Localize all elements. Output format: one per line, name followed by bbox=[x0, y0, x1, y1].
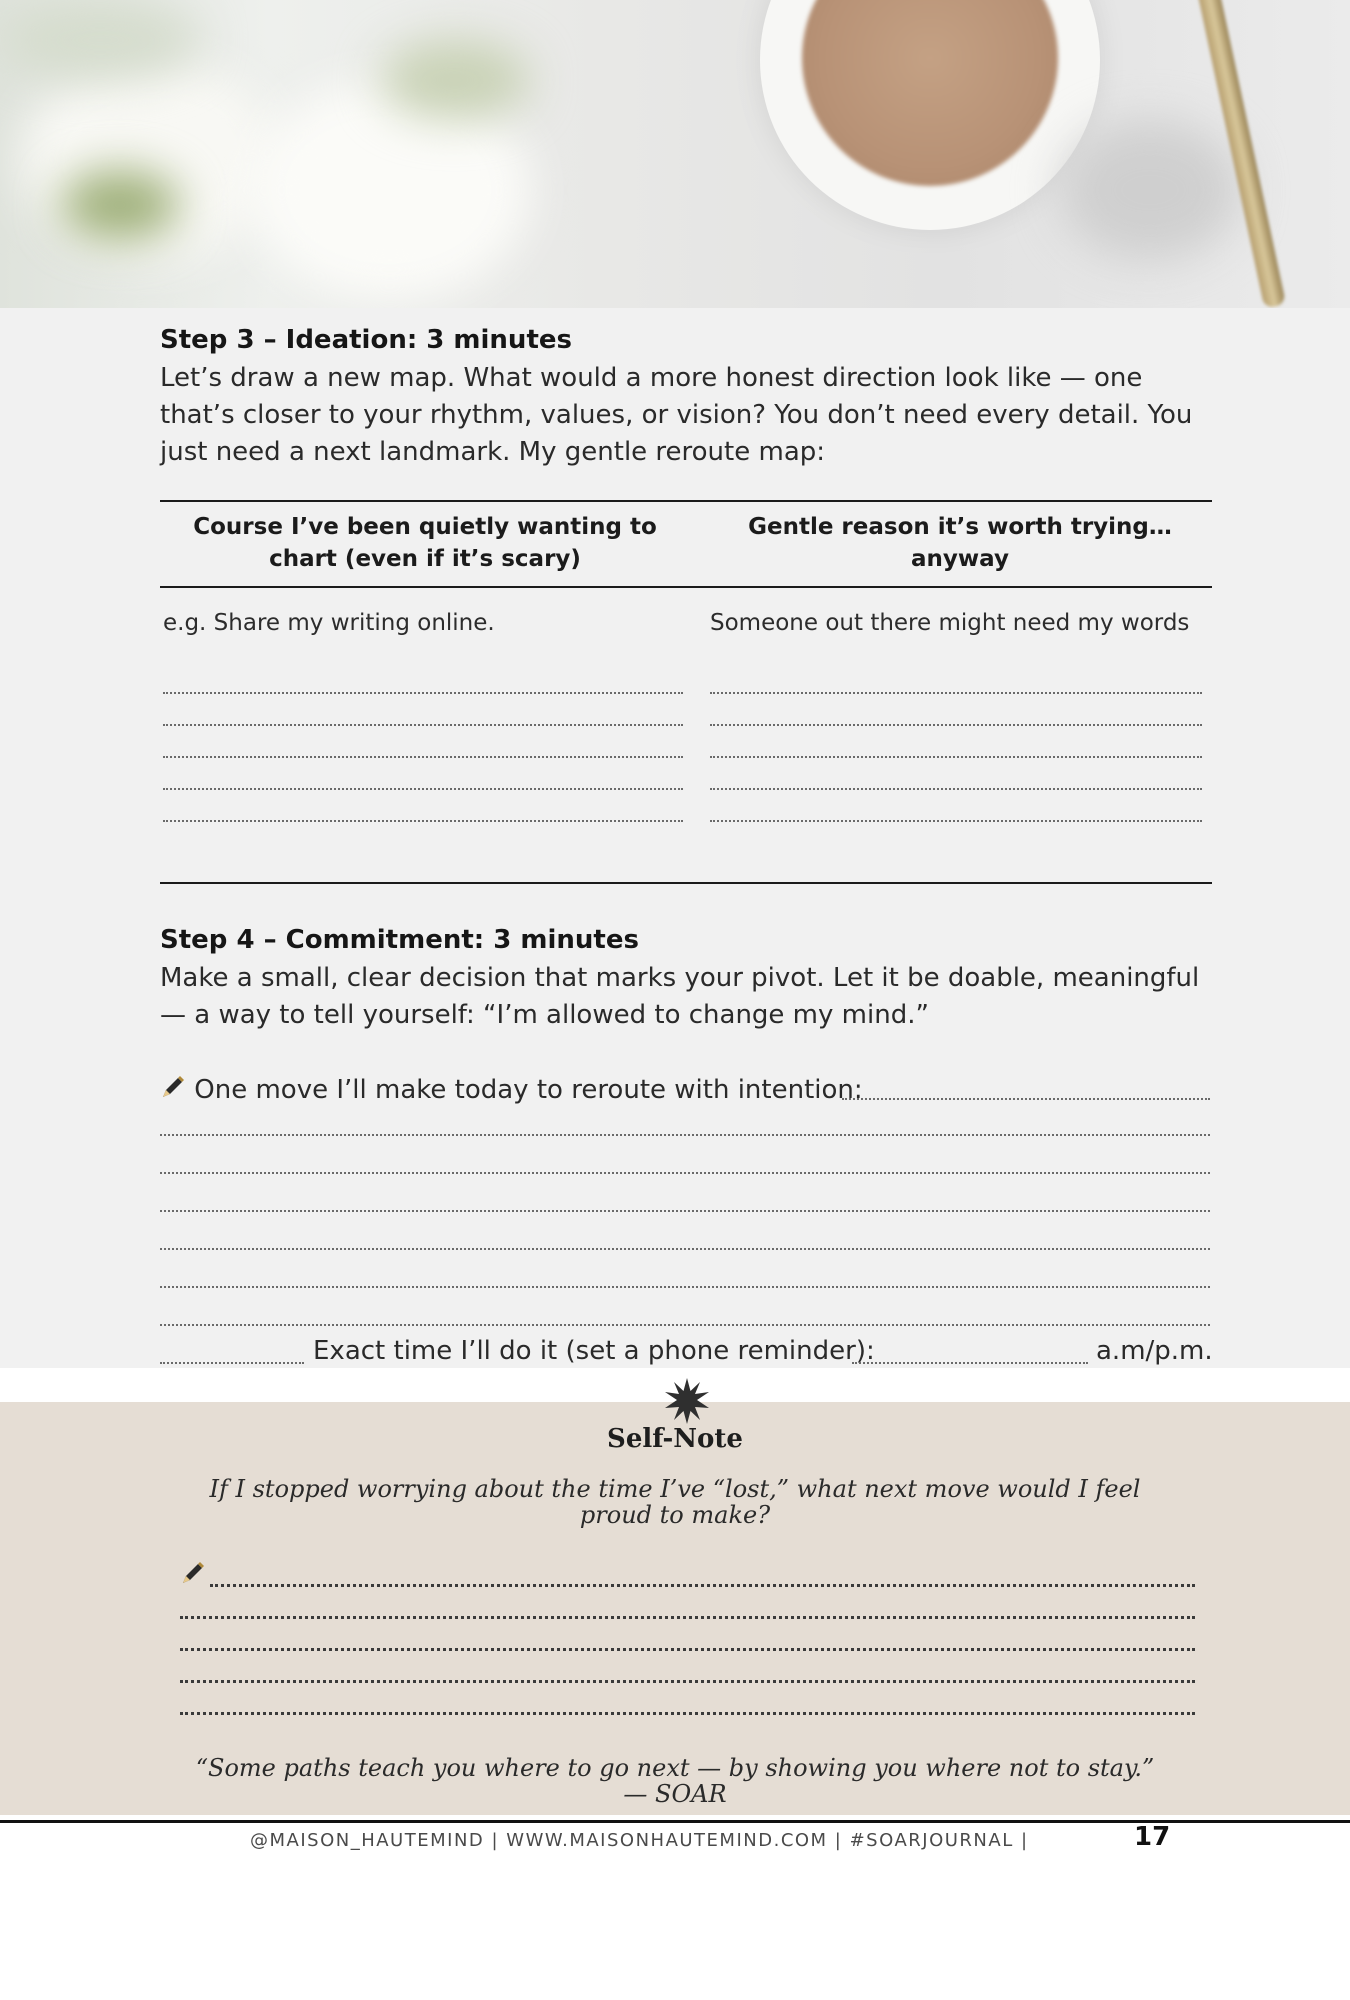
write-line[interactable] bbox=[180, 1616, 1195, 1619]
write-line[interactable] bbox=[180, 1680, 1195, 1683]
example-col2: Someone out there might need my words bbox=[710, 610, 1190, 636]
write-line[interactable] bbox=[710, 692, 1202, 694]
star-icon bbox=[664, 1378, 710, 1428]
step3-body: Let’s draw a new map. What would a more honest direction look like — one that’s closer to your rhythm, values, or vision? You don’t need every detail. You just need a next landmark. My gentle reroute map: bbox=[160, 363, 1193, 467]
write-line[interactable] bbox=[710, 724, 1202, 726]
write-line[interactable] bbox=[180, 1712, 1195, 1715]
time-write-line[interactable] bbox=[852, 1362, 1088, 1364]
write-line[interactable] bbox=[160, 1286, 1210, 1288]
time-label: Exact time I’ll do it (set a phone reminder): bbox=[313, 1336, 875, 1366]
page-number: 17 bbox=[1134, 1822, 1171, 1852]
self-note-prompt: If I stopped worrying about the time I’ve “lost,” what next move would I feel proud to make? bbox=[209, 1475, 1141, 1529]
step4-body: Make a small, clear decision that marks your pivot. Let it be doable, meaningful — a way to tell yourself: “I’m allowed to change my mind.” bbox=[160, 963, 1200, 1030]
quote-attribution: — SOAR bbox=[623, 1780, 727, 1808]
table-header-rule bbox=[160, 586, 1212, 588]
step4-title: Step 4 – Commitment: 3 minutes bbox=[160, 925, 639, 955]
move-write-line[interactable] bbox=[842, 1098, 1210, 1100]
write-line[interactable] bbox=[710, 820, 1202, 822]
write-line[interactable] bbox=[160, 1362, 304, 1364]
col1-header: Course I’ve been quietly wanting to chart (even if it’s scary) bbox=[193, 514, 657, 572]
write-line[interactable] bbox=[210, 1584, 1195, 1587]
write-line[interactable] bbox=[710, 756, 1202, 758]
step3-title: Step 3 – Ideation: 3 minutes bbox=[160, 325, 572, 355]
write-line[interactable] bbox=[163, 692, 683, 694]
write-line[interactable] bbox=[163, 788, 683, 790]
write-line[interactable] bbox=[163, 756, 683, 758]
write-line[interactable] bbox=[160, 1172, 1210, 1174]
move-label: One move I’ll make today to reroute with intention: bbox=[194, 1075, 863, 1105]
write-line[interactable] bbox=[160, 1248, 1210, 1250]
write-line[interactable] bbox=[180, 1648, 1195, 1651]
write-line[interactable] bbox=[163, 724, 683, 726]
write-line[interactable] bbox=[160, 1134, 1210, 1136]
self-note-title: Self-Note bbox=[607, 1424, 743, 1454]
table-bottom-rule bbox=[160, 882, 1212, 884]
footer-links: @MAISON_HAUTEMIND | WWW.MAISONHAUTEMIND.COM | #SOARJOURNAL | bbox=[250, 1830, 1029, 1851]
time-suffix: a.m/p.m. bbox=[1096, 1336, 1213, 1366]
example-col1: e.g. Share my writing online. bbox=[163, 610, 495, 636]
write-line[interactable] bbox=[163, 820, 683, 822]
header-photo bbox=[0, 0, 1350, 308]
write-line[interactable] bbox=[160, 1324, 1210, 1326]
closing-quote: “Some paths teach you where to go next — by showing you where not to stay.” bbox=[195, 1754, 1155, 1782]
write-line[interactable] bbox=[710, 788, 1202, 790]
write-line[interactable] bbox=[160, 1210, 1210, 1212]
pencil-icon bbox=[160, 1074, 186, 1107]
col2-header: Gentle reason it’s worth trying… anyway bbox=[748, 514, 1172, 572]
move-prompt bbox=[160, 1074, 863, 1107]
pencil-icon bbox=[180, 1560, 206, 1590]
table-top-rule bbox=[160, 500, 1212, 502]
